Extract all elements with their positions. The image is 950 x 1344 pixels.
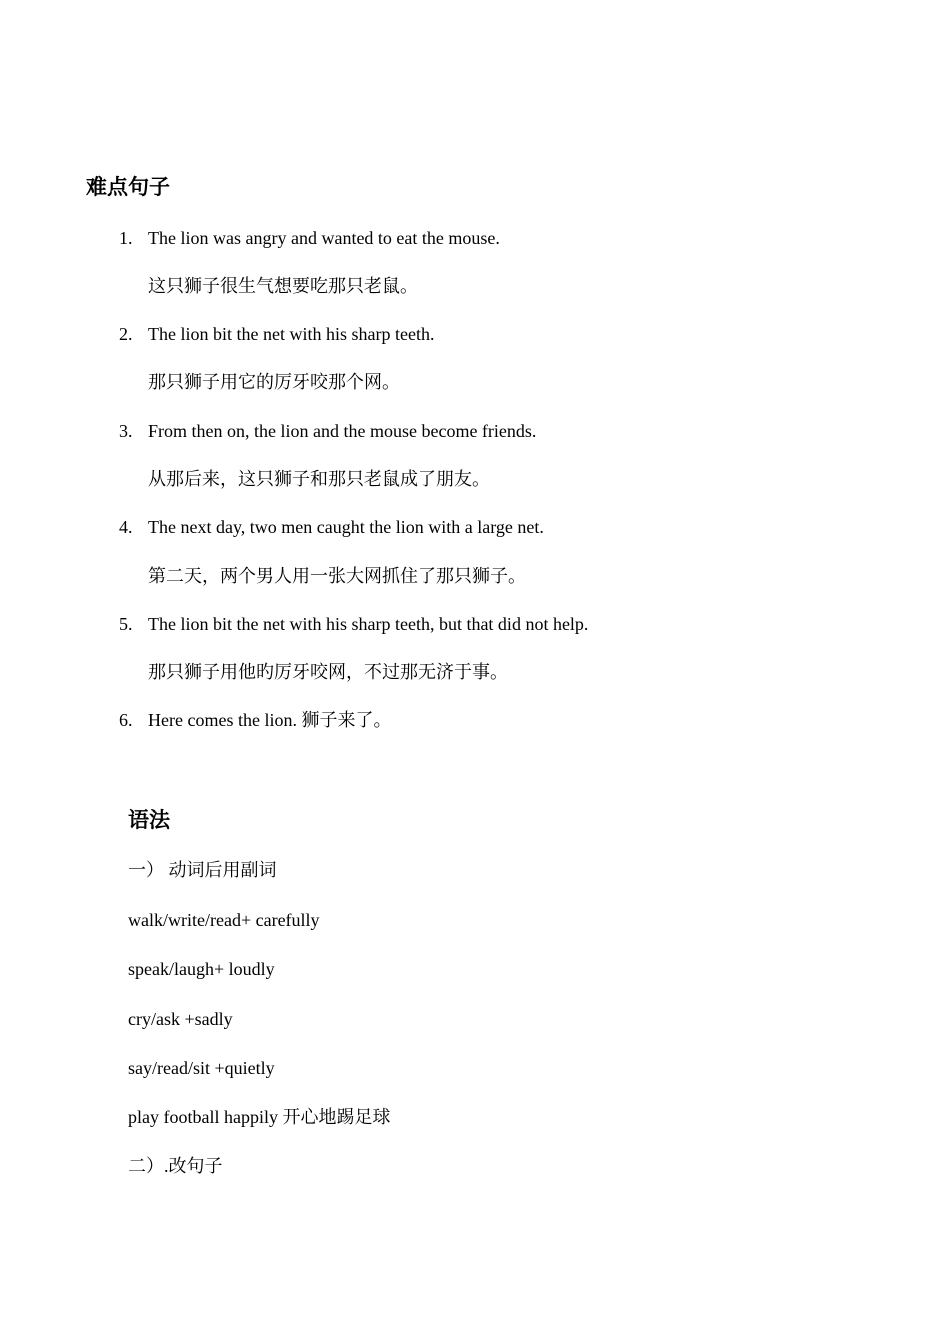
grammar-section-2-title: 二）.改句子 <box>128 1156 223 1176</box>
sentence-english: The lion bit the net with his sharp teeth, but that did not help. <box>148 614 589 634</box>
sentence-english: The lion was angry and wanted to eat the mouse. <box>148 228 500 248</box>
grammar-example: walk/write/read+ carefully <box>128 910 320 930</box>
list-item-number: 1. <box>119 228 133 248</box>
grammar-example: speak/laugh+ loudly <box>128 959 275 979</box>
grammar-example: play football happily 开心地踢足球 <box>128 1107 391 1127</box>
grammar-section-1-title: 一） 动词后用副词 <box>128 860 277 880</box>
section-title-grammar: 语法 <box>128 808 170 832</box>
sentence-english: The lion bit the net with his sharp teeth. <box>148 324 435 344</box>
list-item-number: 4. <box>119 517 133 537</box>
list-item-number: 3. <box>119 421 133 441</box>
grammar-example: cry/ask +sadly <box>128 1009 233 1029</box>
grammar-example: say/read/sit +quietly <box>128 1058 275 1078</box>
sentence-chinese: 那只狮子用它的厉牙咬那个网。 <box>148 372 400 392</box>
list-item-number: 5. <box>119 614 133 634</box>
sentence-chinese: 第二天，两个男人用一张大网抓住了那只狮子。 <box>148 566 526 586</box>
sentence-english: Here comes the lion. 狮子来了。 <box>148 710 392 730</box>
list-item-number: 6. <box>119 710 133 730</box>
section-title-difficult-sentences: 难点句子 <box>86 175 170 199</box>
sentence-chinese: 从那后来，这只狮子和那只老鼠成了朋友。 <box>148 469 490 489</box>
sentence-chinese: 那只狮子用他旳厉牙咬网，不过那无济于事。 <box>148 662 508 682</box>
list-item-number: 2. <box>119 324 133 344</box>
sentence-chinese: 这只狮子很生气想要吃那只老鼠。 <box>148 276 418 296</box>
sentence-english: The next day, two men caught the lion with a large net. <box>148 517 544 537</box>
sentence-english: From then on, the lion and the mouse become friends. <box>148 421 537 441</box>
